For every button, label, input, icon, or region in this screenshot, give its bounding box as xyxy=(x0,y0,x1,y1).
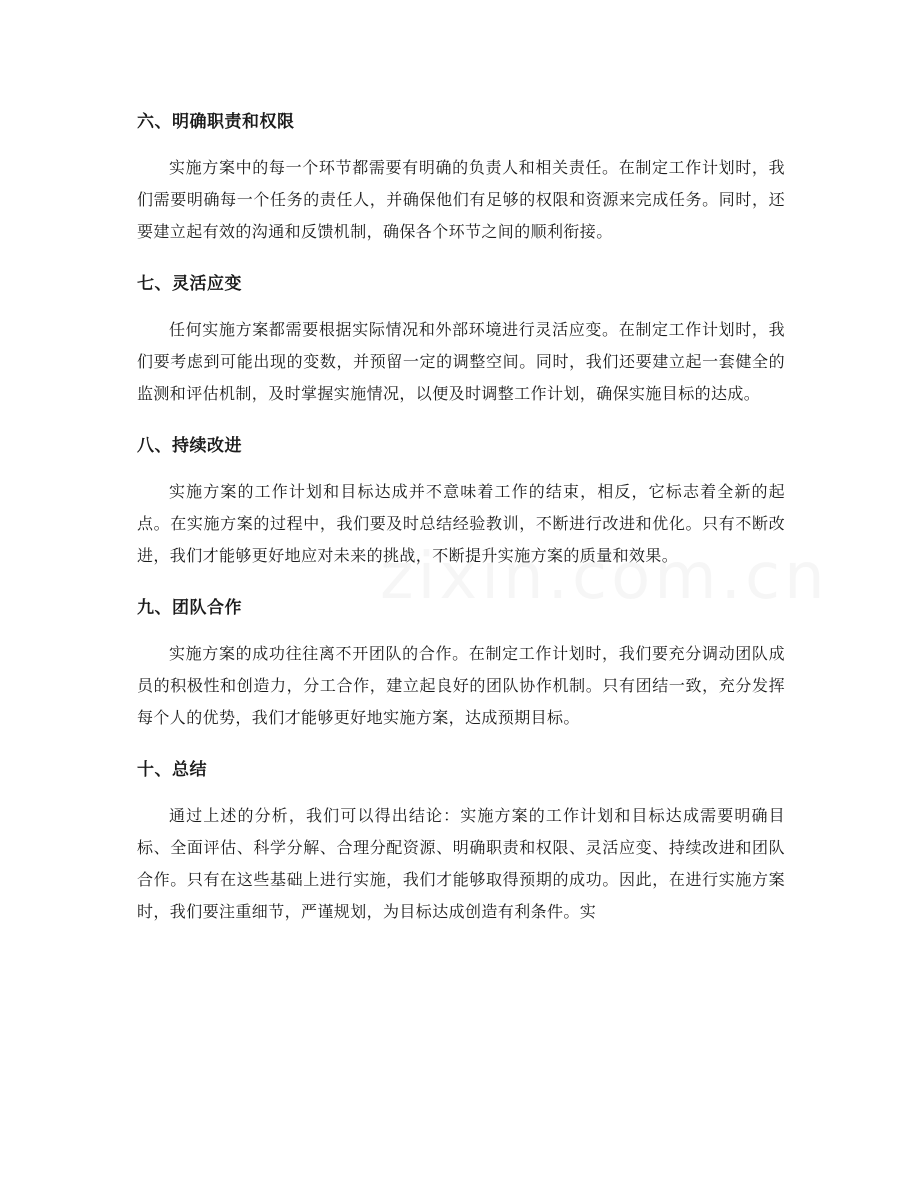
section-6 xyxy=(137,104,785,248)
section-paragraph: 实施方案中的每一个环节都需要有明确的负责人和相关责任。在制定工作计划时，我们需要明确每一个任务的责任人，并确保他们有足够的权限和资源来完成任务。同时，还要建立起有效的沟通和反馈机制，确保各个环节之间的顺利衔接。 xyxy=(137,158,785,241)
section-paragraph: 通过上述的分析，我们可以得出结论：实施方案的工作计划和目标达成需要明确目标、全面评估、科学分解、合理分配资源、明确职责和权限、灵活应变、持续改进和团队合作。只有在这些基础上进行实施，我们才能够取得预期的成功。因此，在进行实施方案时，我们要注重细节，严谨规划，为目标达成创造有利条件。实 xyxy=(137,806,785,921)
section-heading: 七、灵活应变 xyxy=(137,274,242,294)
document-content xyxy=(137,104,785,946)
section-heading: 十、总结 xyxy=(137,760,207,780)
section-heading: 六、明确职责和权限 xyxy=(137,112,295,132)
section-paragraph: 任何实施方案都需要根据实际情况和外部环境进行灵活应变。在制定工作计划时，我们要考虑到可能出现的变数，并预留一定的调整空间。同时，我们还要建立起一套健全的监测和评估机制，及时掌握实施情况，以便及时调整工作计划，确保实施目标的达成。 xyxy=(137,320,785,403)
section-heading: 九、团队合作 xyxy=(137,598,242,618)
section-7 xyxy=(137,266,785,410)
section-paragraph: 实施方案的成功往往离不开团队的合作。在制定工作计划时，我们要充分调动团队成员的积极性和创造力，分工合作，建立起良好的团队协作机制。只有团结一致，充分发挥每个人的优势，我们才能够更好地实施方案，达成预期目标。 xyxy=(137,644,785,727)
section-8 xyxy=(137,428,785,572)
section-paragraph: 实施方案的工作计划和目标达成并不意味着工作的结束，相反，它标志着全新的起点。在实施方案的过程中，我们要及时总结经验教训，不断进行改进和优化。只有不断改进，我们才能够更好地应对未来的挑战，不断提升实施方案的质量和效果。 xyxy=(137,482,785,565)
section-heading: 八、持续改进 xyxy=(137,436,242,456)
section-9 xyxy=(137,590,785,734)
section-10 xyxy=(137,752,785,928)
